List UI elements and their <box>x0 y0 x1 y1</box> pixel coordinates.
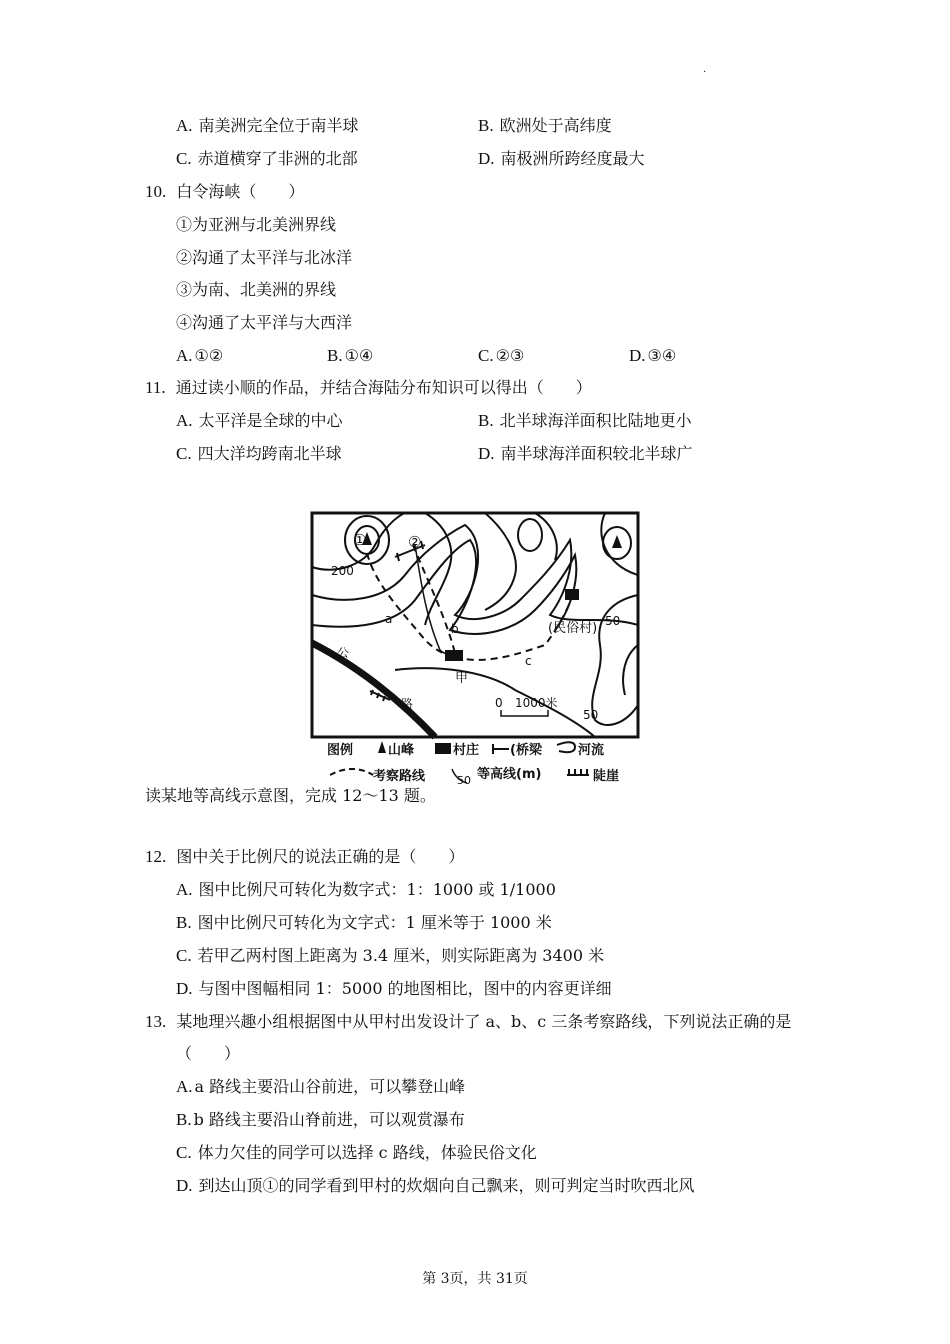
q13-stem <box>145 1012 791 1032</box>
option-label: B. <box>176 913 192 932</box>
route-a-label: a <box>385 612 393 626</box>
contour-line <box>623 645 638 695</box>
option-label: A. <box>176 411 193 430</box>
village-jia-icon <box>445 650 463 661</box>
legend-village-label: 村庄 <box>453 743 480 758</box>
peak-1-label: ① <box>353 531 367 549</box>
route-c-label: c <box>525 654 532 668</box>
scale-zero-label: 0 <box>495 696 503 710</box>
option-label: A. <box>176 880 193 899</box>
question-number: 13. <box>145 1012 167 1031</box>
q12-option-d[interactable] <box>176 979 612 999</box>
legend-cliff-icon <box>567 769 589 775</box>
option-text: ③④ <box>647 346 677 365</box>
legend-contour-label: 等高线(m) <box>477 767 542 782</box>
q9-option-c[interactable] <box>176 149 358 169</box>
legend-village-icon <box>435 743 451 754</box>
option-text: 南半球海洋面积较北半球广 <box>500 444 693 463</box>
village-folk-label: (民俗村) <box>548 621 598 636</box>
option-text: 太平洋是全球的中心 <box>198 411 343 430</box>
q13-option-c[interactable] <box>176 1143 537 1163</box>
option-text: ②③ <box>495 346 525 365</box>
option-text: 南极洲所跨经度最大 <box>500 149 645 168</box>
q13-option-d[interactable] <box>176 1176 695 1196</box>
route-b-label: b <box>451 622 459 636</box>
option-text: 图中比例尺可转化为数字式：1：1000 或 1/1000 <box>198 880 556 899</box>
question-text: 图中关于比例尺的说法正确的是（ ） <box>176 847 465 866</box>
option-label: B. <box>327 346 343 365</box>
q13-option-a[interactable] <box>176 1077 465 1097</box>
q10-option-a[interactable] <box>176 346 223 366</box>
q11-stem <box>145 378 592 398</box>
option-label: B. <box>478 411 494 430</box>
option-label: C. <box>478 346 494 365</box>
peak-2-label: ② <box>408 533 422 551</box>
q10-stem <box>145 182 304 202</box>
q11-option-d[interactable] <box>478 444 693 464</box>
road-label-1: 公 <box>337 646 350 660</box>
q13-option-b[interactable] <box>176 1110 465 1130</box>
q12-option-c[interactable] <box>176 946 604 966</box>
q12-stem <box>145 847 464 867</box>
legend-bridge-icon <box>493 744 509 754</box>
q9-option-a[interactable] <box>176 116 359 136</box>
option-label: C. <box>176 946 192 965</box>
option-label: D. <box>629 346 646 365</box>
contour-50-label-2: 50 <box>583 708 599 722</box>
figure-intro: 读某地等高线示意图，完成 12～13 题。 <box>145 786 436 805</box>
peak-3-icon <box>612 535 622 548</box>
option-label: D. <box>176 1176 193 1195</box>
scale-bar <box>501 710 548 716</box>
option-text: b 路线主要沿山脊前进，可以观赏瀑布 <box>193 1110 465 1129</box>
option-label: C. <box>176 444 192 463</box>
contour-50-label: 50 <box>605 614 621 628</box>
contour-map-figure <box>305 505 645 795</box>
q11-option-a[interactable] <box>176 411 343 431</box>
option-text: 欧洲处于高纬度 <box>499 116 612 135</box>
option-label: B. <box>478 116 494 135</box>
option-label: A. <box>176 116 193 135</box>
option-text: 到达山顶①的同学看到甲村的炊烟向自己飘来，则可判定当时吹西北风 <box>198 1176 695 1195</box>
question-text: 通过读小顺的作品，并结合海陆分布知识可以得出（ ） <box>175 378 592 397</box>
legend-peak-label: 山峰 <box>388 743 415 758</box>
option-label: C. <box>176 149 192 168</box>
q10-statement-1: ①为亚洲与北美洲界线 <box>176 215 337 234</box>
q9-option-b[interactable] <box>478 116 612 136</box>
page-mark: . <box>703 64 707 75</box>
option-text: 图中比例尺可转化为文字式：1 厘米等于 1000 米 <box>197 913 552 932</box>
option-text: 北半球海洋面积比陆地更小 <box>499 411 692 430</box>
legend-route-label: 考察路线 <box>373 769 426 784</box>
option-text: 体力欠佳的同学可以选择 c 路线，体验民俗文化 <box>197 1143 537 1162</box>
contour-200-label: 200 <box>331 564 354 578</box>
q10-option-b[interactable] <box>327 346 373 366</box>
question-text: 某地理兴趣小组根据图中从甲村出发设计了 a、b、c 三条考察路线，下列说法正确的是 <box>176 1012 792 1031</box>
option-label: A. <box>176 346 193 365</box>
legend-river-label: 河流 <box>578 743 605 758</box>
option-text: 若甲乙两村图上距离为 3.4 厘米，则实际距离为 3400 米 <box>197 946 605 965</box>
q10-option-d[interactable] <box>629 346 676 366</box>
village-folk-icon <box>565 589 579 600</box>
option-label: A. <box>176 1077 193 1096</box>
village-jia-label: 甲 <box>455 671 469 686</box>
option-label: D. <box>176 979 193 998</box>
legend-river-icon <box>557 742 575 752</box>
q10-statement-2: ②沟通了太平洋与北冰洋 <box>176 248 353 267</box>
q10-statement-3: ③为南、北美洲的界线 <box>176 280 337 299</box>
option-text: 四大洋均跨南北半球 <box>197 444 342 463</box>
question-number: 11. <box>145 378 166 397</box>
contour-line <box>485 513 516 610</box>
q10-option-c[interactable] <box>478 346 524 366</box>
page-footer: 第 3页，共 31页 <box>422 1271 528 1287</box>
legend-title: 图例 <box>327 743 354 758</box>
q11-option-b[interactable] <box>478 411 692 431</box>
question-number: 12. <box>145 847 167 866</box>
legend-bridge-label: (桥梁 <box>510 743 542 758</box>
legend-peak-icon <box>378 741 386 753</box>
route-b-line <box>413 545 455 653</box>
question-number: 10. <box>145 182 167 201</box>
option-text: 南美洲完全位于南半球 <box>198 116 359 135</box>
highway <box>312 643 435 737</box>
option-label: D. <box>478 444 495 463</box>
q12-option-b[interactable] <box>176 913 552 933</box>
option-text: 与图中图幅相同 1：5000 的地图相比，图中的内容更详细 <box>198 979 612 998</box>
option-label: B. <box>176 1110 192 1129</box>
legend-route-icon <box>330 769 373 775</box>
q9-option-d[interactable] <box>478 149 645 169</box>
contour-line <box>312 540 576 634</box>
contour-line <box>535 513 557 560</box>
question-text: 白令海峡（ ） <box>176 182 305 201</box>
q13-stem-continued: （ ） <box>176 1044 241 1063</box>
legend-cliff-label: 陡崖 <box>593 769 620 784</box>
ridge-contour <box>518 519 542 551</box>
legend-contour-value: 50 <box>457 774 471 787</box>
q10-statement-4: ④沟通了太平洋与大西洋 <box>176 313 353 332</box>
road-label-2: 路 <box>401 697 414 711</box>
q11-option-c[interactable] <box>176 444 342 464</box>
scale-text-label: 1000米 <box>515 696 558 710</box>
option-text: a 路线主要沿山谷前进，可以攀登山峰 <box>194 1077 466 1096</box>
option-label: C. <box>176 1143 192 1162</box>
option-text: ①④ <box>344 346 374 365</box>
option-text: 赤道横穿了非洲的北部 <box>197 149 358 168</box>
option-label: D. <box>478 149 495 168</box>
q12-option-a[interactable] <box>176 880 556 900</box>
option-text: ①② <box>194 346 224 365</box>
